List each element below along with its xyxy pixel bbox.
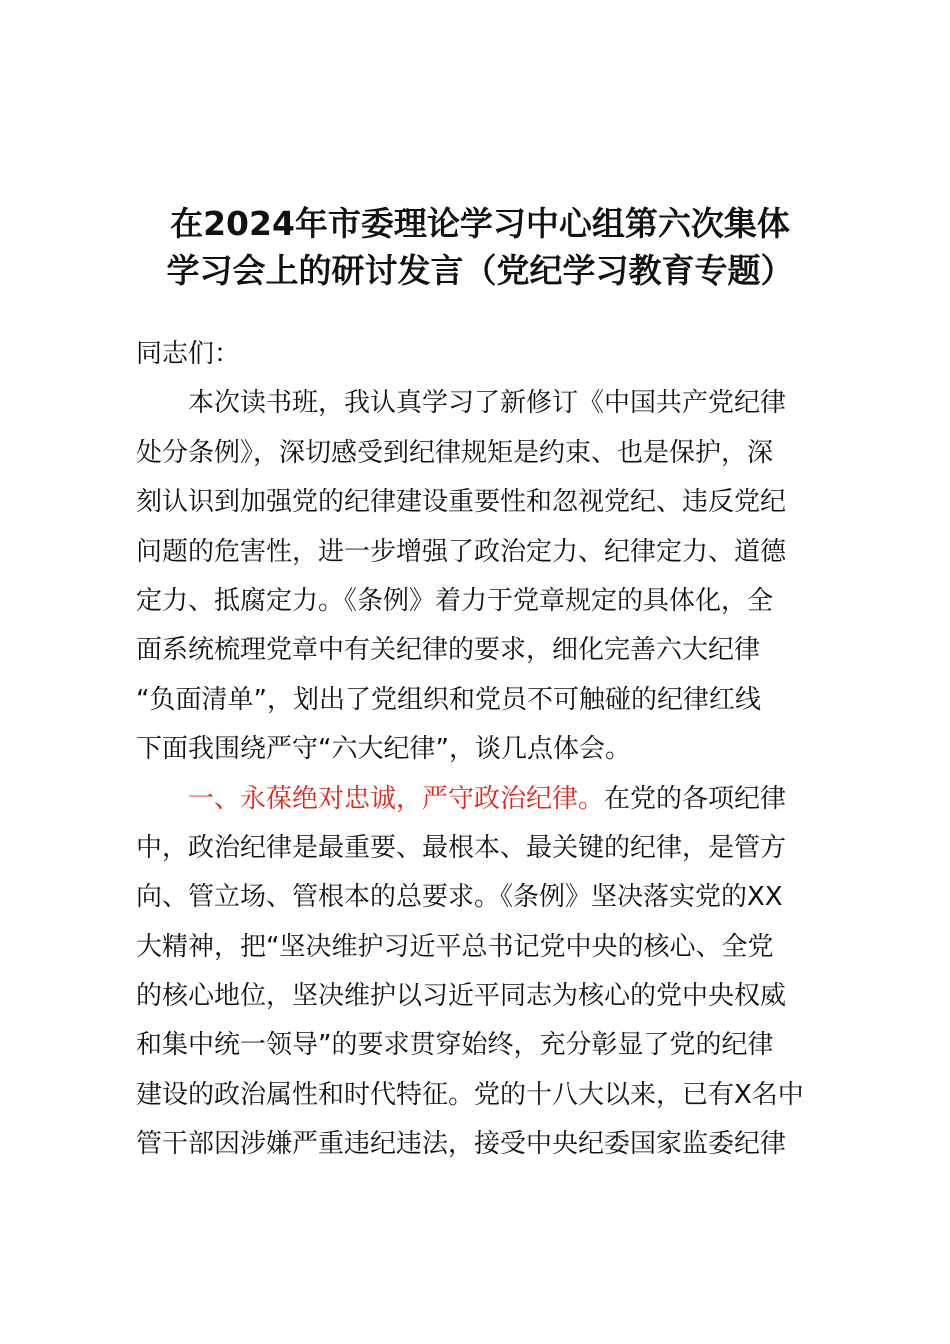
section-1-line: 中，政治纪律是最重要、最根本、最关键的纪律，是管方: [136, 832, 787, 863]
document-title: [100, 200, 860, 294]
section-1-line: 向、管立场、管根本的总要求。《条例》坚决落实党的XX: [136, 882, 783, 913]
paragraph-1-line: 刻认识到加强党的纪律建设重要性和忽视党纪、违反党纪: [136, 487, 787, 518]
salutation: 同志们：: [136, 339, 241, 369]
section-1-line: 管干部因涉嫌严重违纪违法，接受中央纪委国家监委纪律: [136, 1129, 787, 1160]
section-1-heading: 一、永葆绝对忠诚，严守政治纪律。: [188, 783, 605, 814]
section-1-line: 的核心地位，坚决维护以习近平同志为核心的党中央权威: [136, 981, 787, 1012]
title-line-1: 在2024年市委理论学习中心组第六次集体: [170, 204, 790, 243]
paragraph-1-line: 问题的危害性，进一步增强了政治定力、纪律定力、道德: [136, 536, 787, 567]
paragraph-1-line: 定力、抵腐定力。《条例》着力于党章规定的具体化，全: [136, 585, 774, 616]
paragraph-1-line: 下面我围绕严守“六大纪律”，谈几点体会。: [136, 734, 631, 765]
title-line-2: 学习会上的研讨发言（党纪学习教育专题）: [166, 251, 794, 290]
document-body: [136, 330, 856, 1170]
paragraph-1-line: 面系统梳理党章中有关纪律的要求，细化完善六大纪律: [136, 635, 761, 666]
section-1-line: 建设的政治属性和时代特征。党的十八大以来，已有X名中: [136, 1079, 804, 1110]
section-1-first-line: [136, 775, 856, 824]
paragraph-1-line: 本次读书班，我认真学习了新修订《中国共产党纪律: [188, 388, 787, 419]
paragraph-1-line: “负面清单”，划出了党组织和党员不可触碰的纪律红线: [136, 684, 761, 715]
paragraph-1-line: 处分条例》，深切感受到纪律规矩是约束、也是保护，深: [136, 437, 774, 468]
section-1-line: 和集中统一领导”的要求贯穿始终，充分彰显了党的纪律: [136, 1030, 774, 1061]
section-1-first-line-text: 在党的各项纪律: [604, 783, 787, 814]
section-1-line: 大精神，把“坚决维护习近平总书记党中央的核心、全党: [136, 931, 774, 962]
